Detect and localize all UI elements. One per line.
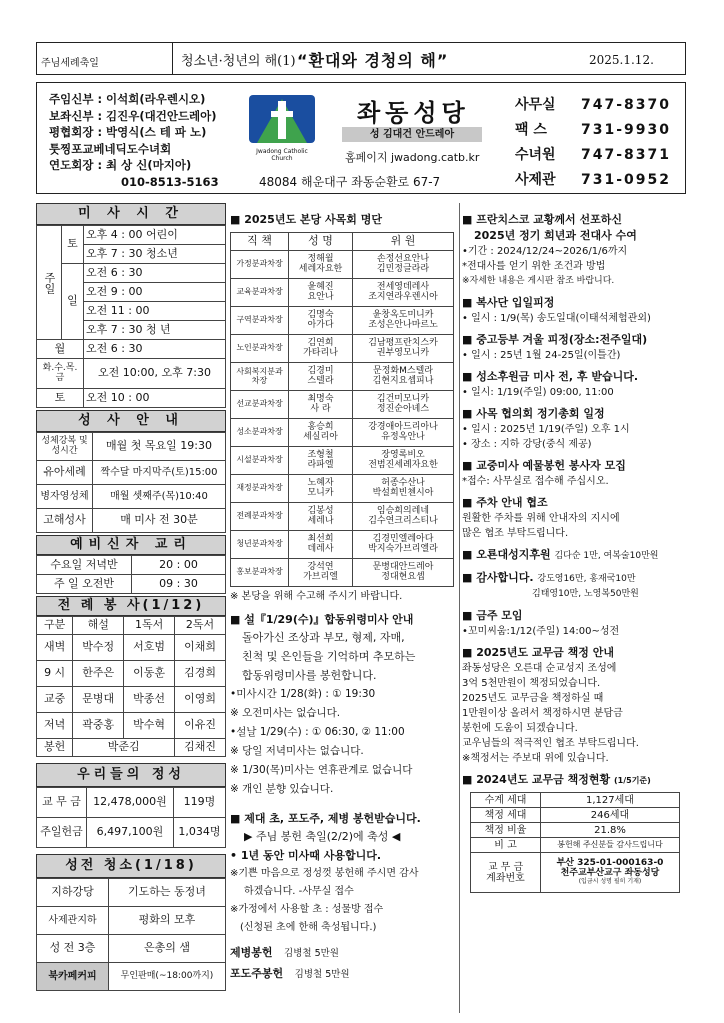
theme-title: “환대와 경청의 해”	[297, 51, 449, 70]
offering-title: 우리들의 정성	[36, 763, 226, 787]
pastoral-chair: 김연희 가타리나	[289, 335, 353, 363]
middle-column	[230, 212, 454, 985]
pastoral-row	[231, 503, 454, 531]
news-tithe: ■ 2025년도 교무금 책정 안내	[462, 646, 614, 659]
info-box	[36, 82, 686, 194]
pastoral-note: ※ 본당을 위해 수고해 주시기 바랍니다.	[230, 591, 403, 602]
news-volunteer: ■ 교중미사 예물봉헌 봉사자 모집	[462, 459, 626, 472]
mass-title: 미 사 시 간	[36, 203, 226, 225]
donation-usage: • 1년 동안 미사때 사용합니다.	[230, 849, 382, 862]
tithe-status-table: 수계 세대 1,127세대 책정 세대 246세대 책정 비율 21.8% 비 고 봉헌해 주신분들 감사드립니다 교 무 금 계좌번호 부산 325-01-000163-0 천주교부산교구 좌동성당 (입금시 성명 필히 기재)	[470, 792, 680, 893]
pastoral-role: 전례분과차장	[231, 503, 289, 531]
pastoral-title: ■ 2025년도 본당 사목회 명단	[230, 213, 382, 226]
address: 48084 해운대구 좌동순환로 67-7	[259, 175, 441, 189]
pastoral-role: 구역분과차장	[231, 307, 289, 335]
church-logo: Jwadong Catholic Church	[247, 93, 317, 155]
memorial-title: ■ 설『1/29(수)』합동위령미사 안내	[230, 613, 414, 626]
pastoral-chair: 최선희 데레사	[289, 531, 353, 559]
news-support: ■ 오룐대성지후원	[462, 548, 551, 561]
pastoral-role: 선교분과차장	[231, 391, 289, 419]
donation-title: ■ 제대 초, 포도주, 제병 봉헌받습니다.	[230, 812, 421, 825]
pastoral-chair: 김봉성 세레나	[289, 503, 353, 531]
news-vocation: ■ 성소후원금 미사 전, 후 받습니다.	[462, 370, 639, 383]
feast-tag: 주님세례축일	[41, 58, 99, 69]
pastoral-members: 전세영데레사 조지연라우렌시아	[353, 279, 454, 307]
prep-table: 수요일 저녁반 20 : 00 주 일 오전반 09 : 30	[36, 555, 226, 594]
pastoral-chair: 홍승희 세실리아	[289, 419, 353, 447]
pastoral-members: 장영록비오 전범진세례자요한	[353, 447, 454, 475]
pastoral-members: 임승희의레네 김수연크리스티나	[353, 503, 454, 531]
pastoral-chair: 김경미 스텔라	[289, 363, 353, 391]
tithe-status-title: ■ 2024년도 교무금 책정현황	[462, 773, 611, 786]
news-parking: ■ 주차 안내 협조	[462, 496, 548, 509]
pastoral-members: 윤창옥도미니카 조성은안나마르노	[353, 307, 454, 335]
pastoral-chair: 조형철 라파엘	[289, 447, 353, 475]
pastoral-row	[231, 447, 454, 475]
header-bar	[36, 42, 686, 75]
pastoral-chair: 정해월 세레자요한	[289, 251, 353, 279]
pastoral-row	[231, 391, 454, 419]
pastoral-row	[231, 531, 454, 559]
pastoral-role: 사회복지분과차장	[231, 363, 289, 391]
memorial-body: 돌아가신 조상과 부모, 형제, 자매, 친척 및 은인들을 기억하며 추모하는 합동위령미사를 봉헌합니다.	[242, 631, 416, 682]
mass-table: 주일 토 오후 4 : 00 어린이 오후 7 : 30 청소년 일 오전 6 : 30 오전 9 : 00 오전 11 : 00 오후 7 : 30 청 년 월 오전 6 : 30 화.수.목.금 오전 10:00, 오후 7:30 토 오전 10 : 00	[36, 225, 226, 408]
pastoral-role: 시설분과차장	[231, 447, 289, 475]
pastoral-row	[231, 251, 454, 279]
pastoral-members: 문병대안드레아 정대현요셉	[353, 559, 454, 587]
church-name: 좌동성당	[357, 99, 470, 127]
right-column: ■ 프란치스코 교황께서 선포하신 2025년 정기 희년과 전대사 수여 •기간 : 2024/12/24~2026/1/6까지 *전대사를 얻기 위한 조건과 방법 ※자세한 내용은 게시판 참조 바랍니다. ■ 복사단 입일피정 • 일시 : 1/9(목) 송도일대(이태석체험관외) ■ 중고등부 겨울 피정(장소:전주일대) • 일시 : 25년 1월 24-25일(이틀간) ■ 성소후원금 미사 전, 후 받습니다. • 일시: 1/19(주일) 09:00, 11:00 ■ 사목 협의회 정기총회 일정 • 일시 : 2025년 1/19(주일) 오후 1시 • 장소 : 지하 강당(중식 제공) ■ 교중미사 예물봉헌 봉사자 모집 *접수: 사무실로 접수해 주십시오. ■ 주차 안내 협조 원활한 주차를 위해 안내자의 지시에 많은 협조 부탁드립니다. ■ 오룐대성지후원 김다순 1만, 여복술10만원 ■ 감사합니다. 강도영16만, 홍재국10만 김태영10만, 노영복50만원 ■ 금주 모임 •꼬미씨움:1/12(주일) 14:00~성전 ■ 2025년도 교무금 책정 안내 좌동성당은 오른대 순교성지 조성에 3억 5천만원이 책정되었습니다. 2025년도 교무금을 책정하실 때 1만원이상 올려서 책정하시면 분담금 봉헌에 도움이 되겠습니다. 교우님들의 적극적인 협조 부탁드립니다. ※책정서는 주보대 위에 있습니다. ■ 2024년도 교무금 책정현황 (1/5기준) 수계 세대 1,127세대 책정 세대 246세대 책정 비율 21.8% 비 고 봉헌해 주신분들 감사드립니다 교 무 금 계좌번호 부산 325-01-000163-0 천주교부산교구 좌동성당 (입금시 성명 필히 기재)	[462, 212, 686, 893]
left-column	[36, 203, 226, 991]
homepage[interactable]: 홈페이지 jwadong.catb.kr	[345, 151, 480, 164]
pastoral-members: 김남평프란치스카 권부영모니카	[353, 335, 454, 363]
news-council: ■ 사목 협의회 정기총회 일정	[462, 407, 605, 420]
pastoral-role: 홍보분과차장	[231, 559, 289, 587]
clean-title: 성전 청소(1/18)	[36, 854, 226, 878]
news-altar-retreat: ■ 복사단 입일피정	[462, 296, 555, 309]
news-youth-retreat: ■ 중고등부 겨울 피정(장소:전주일대)	[462, 333, 648, 346]
pastoral-row	[231, 335, 454, 363]
pastoral-row	[231, 363, 454, 391]
pastoral-row	[231, 419, 454, 447]
pastoral-role: 노인분과차장	[231, 335, 289, 363]
news-meeting: ■ 금주 모임	[462, 609, 523, 622]
pastoral-chair: 노혜자 모니카	[289, 475, 353, 503]
theme-prefix: 청소년·청년의 해(1)	[181, 54, 296, 69]
news-jubilee-title: ■ 프란치스코 교황께서 선포하신	[462, 213, 623, 226]
donation-items: ※기쁜 마음으로 정성껏 봉헌해 주시면 감사 하겠습니다. -사무실 접수 ※가정에서 사용할 초 : 성물방 접수 (신청된 초에 한해 축성됩니다.)	[230, 868, 419, 933]
pastoral-members: 김경민엘레아다 박지숙가브리엘라	[353, 531, 454, 559]
pastoral-chair: 강석연 가브리엘	[289, 559, 353, 587]
contacts: 사무실 747-8370 팩 스 731-9930 수녀원 747-8371 사제관 731-0952	[515, 97, 671, 188]
pastoral-members: 손정선요안나 김민정글라라	[353, 251, 454, 279]
sacrament-table: 성체강복 및 성시간 매월 첫 목요일 19:30 유아세례 짝수달 마지막주(토)15:00 병자영성체 매월 셋째주(목)10:40 고해성사 매 미사 전 30분	[36, 432, 226, 533]
pastoral-chair: 김명숙 아가다	[289, 307, 353, 335]
pastoral-role: 재정분과차장	[231, 475, 289, 503]
news-jubilee-title2: 2025년 정기 희년과 전대사 수여	[474, 229, 637, 242]
pastoral-row	[231, 559, 454, 587]
pastoral-role: 가정분과차장	[231, 251, 289, 279]
prep-title: 예비신자 교리	[36, 535, 226, 555]
offering-table: 교 무 금 12,478,000원 119명 주일헌금 6,497,100원 1,034명	[36, 787, 226, 848]
staff-list: 주임신부 : 이석희(라우렌시오) 보좌신부 : 김진우(대건안드레아) 평협회장 : 박영식(스 테 파 노) 툿찡포교베네딕도수녀회 연도회장 : 최 상 신(마지아) 010-8513-5163	[49, 92, 219, 189]
sacrament-title: 성 사 안 내	[36, 410, 226, 432]
pastoral-members: 문정화M스텔라 김현지요셉피나	[353, 363, 454, 391]
pastoral-row	[231, 475, 454, 503]
pastoral-row	[231, 307, 454, 335]
altar-table: 구분 해설 1독서 2독서 새벽 박수정 서호범 이채희 9 시 한주은 이동훈 김경희 교중 문병대 박종선 이영희 저녁 곽중홍 박수혁 이유진 봉헌 박준김 김채진	[36, 616, 226, 757]
pastoral-members: 강경애아드리아나 유정옥안나	[353, 419, 454, 447]
church-patron: 성 김대건 안드레아	[342, 127, 482, 142]
memorial-items: •미사시간 1/28(화) : ① 19:30 ※ 오전미사는 없습니다. •설날 1/29(수) : ① 06:30, ② 11:00 ※ 당일 저녁미사는 없습니다. ※ 1/30(목)미사는 연휴관계로 없습니다 ※ 개인 분향 있습니다.	[230, 688, 413, 795]
donation-note: ▶ 주님 봉헌 축일(2/2)에 축성 ◀	[244, 830, 401, 843]
altar-title: 전 례 봉 사(1/12)	[36, 596, 226, 616]
pastoral-members: 허종수산나 박설희빈첸시아	[353, 475, 454, 503]
pastoral-table: 직 책 성 명 위 원 가정분과차장 정해월 세레자요한 손정선요안나 김민정글라라 교육분과차장 윤혜진 요안나 전세영데레사 조지연라우렌시아 구역분과차장 김명숙 아가다 윤창옥도미니카 조성은안나마르노 노인분과차장 김연희 가타리나 김남평프란치스카 권부영모니카 사회복지분과차장 김경미 스텔라 문정화M스텔라 김현지요셉피나 선교분과차장 최명숙 사 라 김건미모니카 정진순아녜스 성소분과차장 홍승희 세실리아 강경애아드리아나 유정옥안나 시설분과차장 조형철 라파엘 장영록비오 전범진세례자요한 재정분과차장 노혜자 모니카 허종수산나 박설희빈첸시아 전례분과차장 김봉성 세레나 임승희의레네 김수연크리스티나 청년분과차장 최선희 데레사 김경민엘레아다 박지숙가브리엘라 홍보분과차장 강석연 가브리엘 문병대안드레아 정대현요셉	[230, 232, 454, 587]
pastoral-role: 교육분과차장	[231, 279, 289, 307]
news-thanks: ■ 감사합니다.	[462, 571, 534, 584]
pastoral-role: 성소분과차장	[231, 419, 289, 447]
pastoral-role: 청년분과차장	[231, 531, 289, 559]
date: 2025.1.12.	[589, 53, 654, 67]
donation-list: 제병봉헌 김병철 5만원 포도주봉헌 김병철 5만원	[230, 946, 350, 980]
pastoral-chair: 윤혜진 요안나	[289, 279, 353, 307]
pastoral-members: 김건미모니카 정진순아녜스	[353, 391, 454, 419]
clean-table: 지하강당 기도하는 동정녀 사제관지하 평화의 모후 성 전 3층 은총의 샘 북카페커피 무인판매(~18:00까지)	[36, 878, 226, 991]
pastoral-chair: 최명숙 사 라	[289, 391, 353, 419]
pastoral-row	[231, 279, 454, 307]
